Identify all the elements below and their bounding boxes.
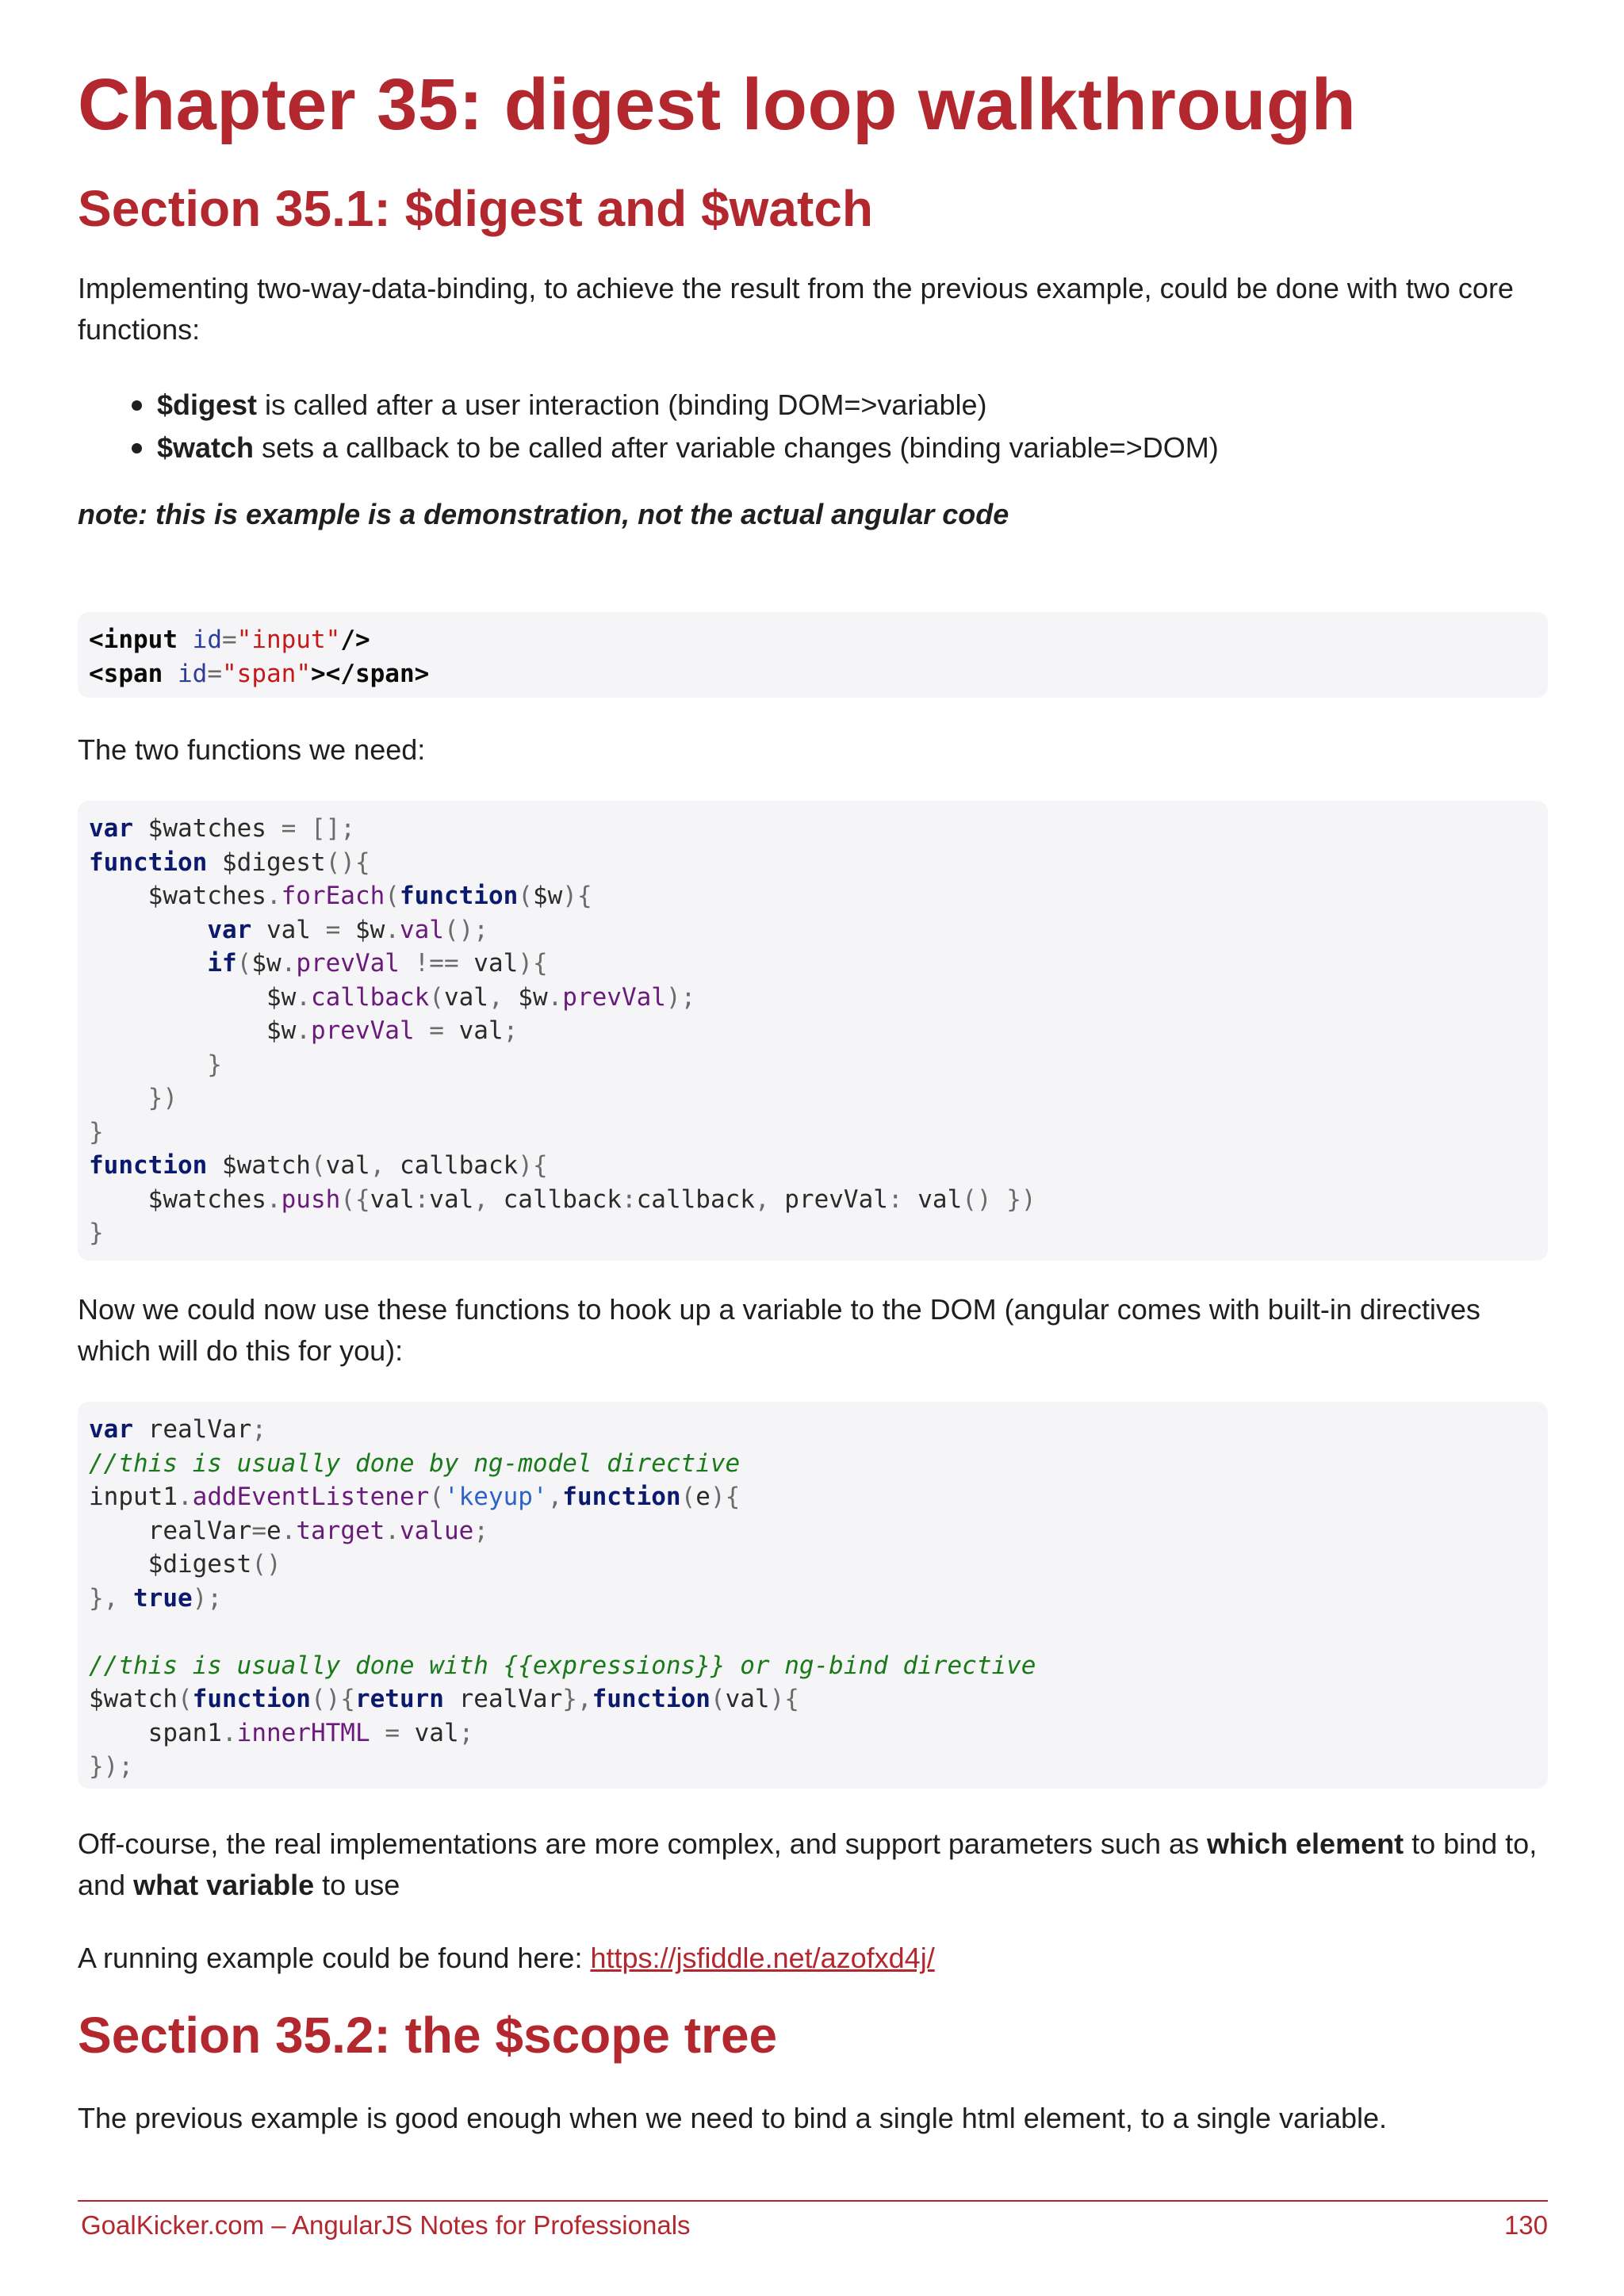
bullet-text: is called after a user interaction (binding DOM=>variable) bbox=[257, 388, 987, 421]
offcourse-paragraph bbox=[78, 1823, 1548, 1906]
hookup-paragraph: Now we could now use these functions to hook up a variable to the DOM (angular comes with built-in directives which will do this for you): bbox=[78, 1293, 1480, 1367]
footer-divider bbox=[78, 2200, 1548, 2202]
section-title-35-2: Section 35.2: the $scope tree bbox=[78, 2007, 778, 2064]
code-block-html: <input id="input"/> <span id="span"></span> bbox=[78, 612, 1548, 698]
section-title-35-1: Section 35.1: $digest and $watch bbox=[78, 180, 873, 237]
bullet-list bbox=[132, 384, 1219, 469]
running-example-label: A running example could be found here: bbox=[78, 1942, 591, 1974]
scope-tree-paragraph: The previous example is good enough when we need to bind a single html element, to a single variable. bbox=[78, 2102, 1388, 2134]
running-example-paragraph bbox=[78, 1938, 1548, 1979]
chapter-title: Chapter 35: digest loop walkthrough bbox=[78, 64, 1357, 145]
bullet-term: $digest bbox=[157, 388, 258, 421]
offcourse-part3: to use bbox=[314, 1869, 400, 1901]
bullet-text: sets a callback to be called after variable changes (binding variable=>DOM) bbox=[254, 431, 1219, 464]
offcourse-bold2: what variable bbox=[133, 1869, 315, 1901]
page-number: 130 bbox=[1503, 2210, 1548, 2240]
intro-paragraph: Implementing two-way-data-binding, to achieve the result from the previous example, could be done with two core functions: bbox=[78, 272, 1514, 346]
offcourse-bold1: which element bbox=[1207, 1827, 1404, 1860]
jsfiddle-link[interactable]: https://jsfiddle.net/azofxd4j/ bbox=[590, 1942, 935, 1974]
bullet-term: $watch bbox=[157, 431, 255, 464]
offcourse-part2: to bind to, and bbox=[78, 1827, 1538, 1901]
code-block-hookup: var realVar; //this is usually done by ng-model directive input1.addEventListener('keyup',function(e){ realVar=e.target.value; $digest() }, true); //this is usually done with {{expressions}} or ng-bind directive $watch(function(){return realVar},function(val){ span1.innerHTML = val; }); bbox=[78, 1402, 1548, 1789]
note-text: note: this is example is a demonstration, not the actual angular code bbox=[78, 498, 1009, 530]
code-block-functions: var $watches = []; function $digest(){ $watches.forEach(function($w){ var val = $w.val(); if($w.prevVal !== val){ $w.callback(val, $w.prevVal); $w.prevVal = val; } }) } function $watch(val, callback){ $watches.push({val:val, callback:callback, prevVal: val() }) } bbox=[78, 801, 1548, 1261]
two-functions-label: The two functions we need: bbox=[78, 733, 426, 766]
bullet-item bbox=[132, 427, 1219, 469]
bullet-item bbox=[132, 384, 1219, 427]
offcourse-part1: Off-course, the real implementations are more complex, and support parameters such as bbox=[78, 1827, 1208, 1860]
footer-source: GoalKicker.com – AngularJS Notes for Professionals bbox=[81, 2210, 691, 2240]
